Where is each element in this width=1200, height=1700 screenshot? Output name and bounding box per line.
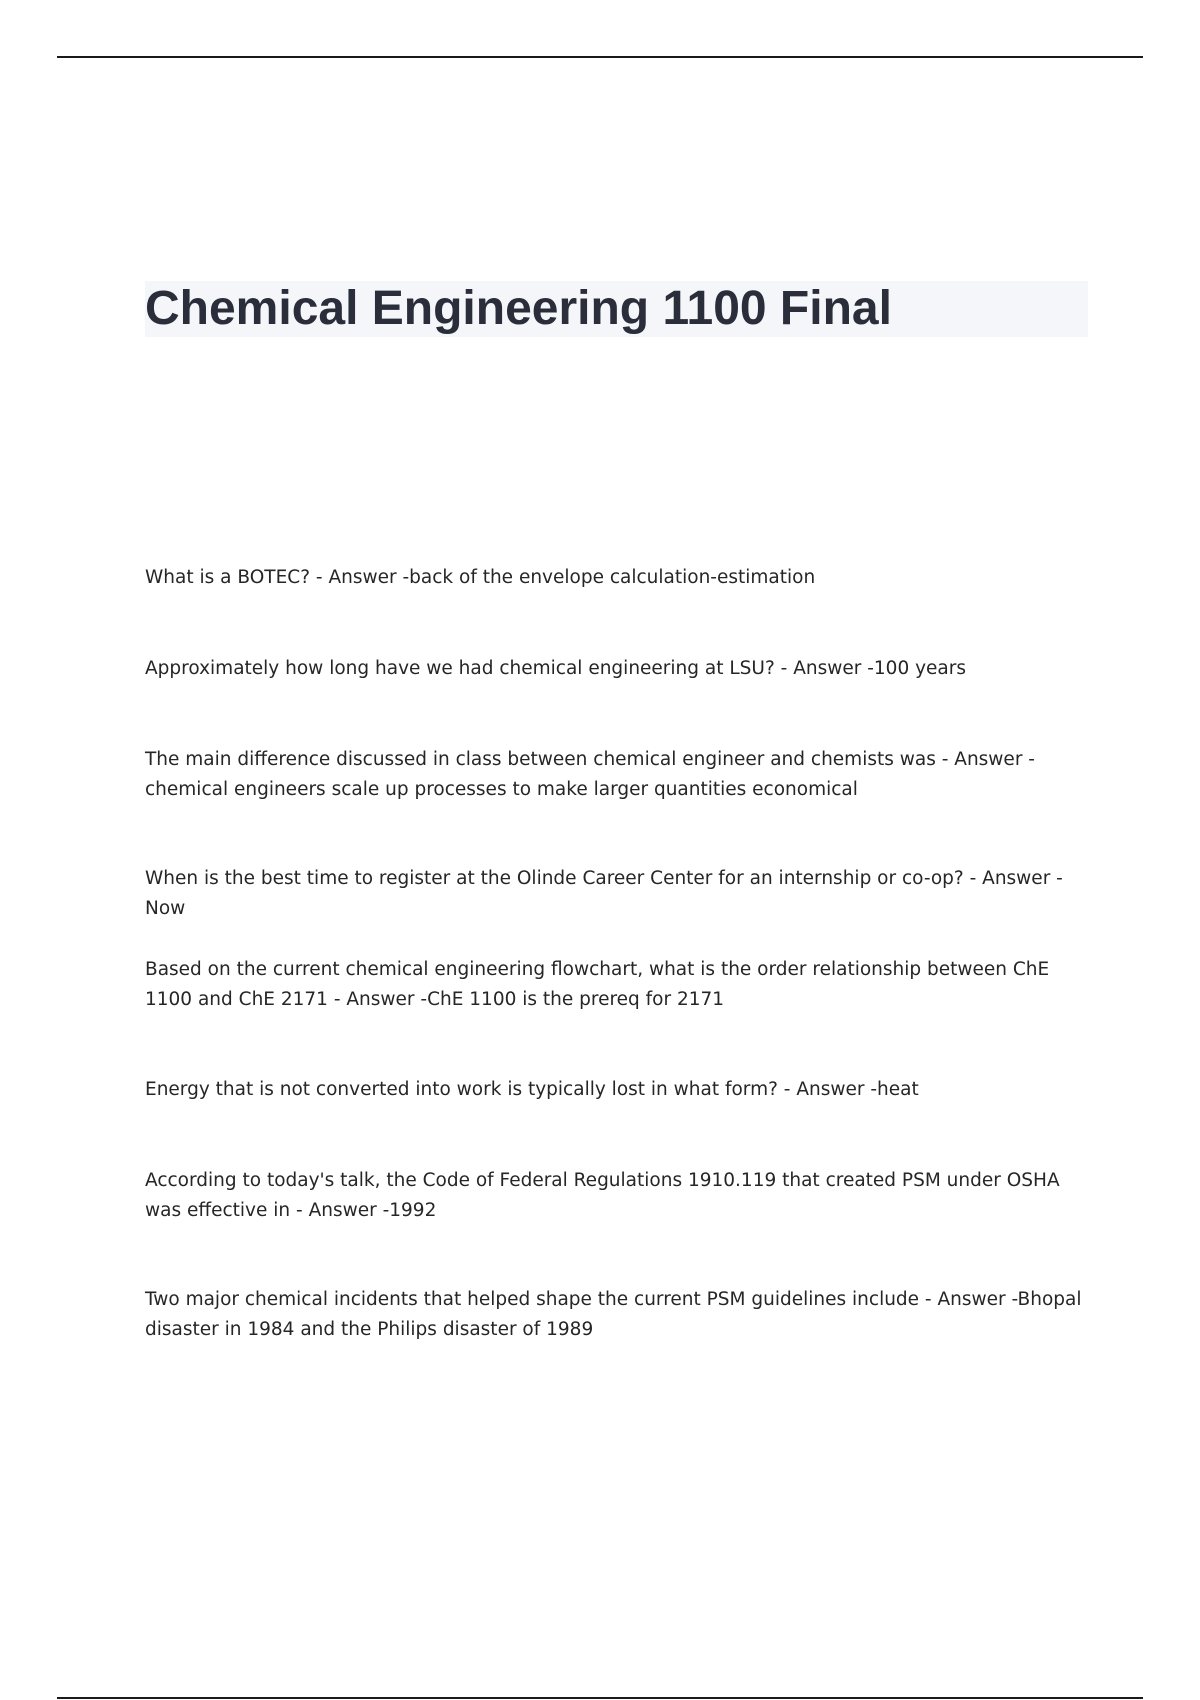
qa-item-8: Two major chemical incidents that helped shape the current PSM guidelines include - Answer -Bhopal disaster in 1984 and the Philips disaster of 1989 bbox=[145, 1289, 1082, 1340]
qa-item-4: When is the best time to register at the Olinde Career Center for an internship or co-op? - Answer -Now bbox=[145, 868, 1063, 919]
top-rule bbox=[57, 56, 1143, 58]
qa-item-7: According to today's talk, the Code of Federal Regulations 1910.119 that created PSM under OSHA was effective in - Answer -1992 bbox=[145, 1170, 1060, 1221]
qa-item-6: Energy that is not converted into work is typically lost in what form? - Answer -heat bbox=[145, 1079, 919, 1100]
qa-item-3: The main difference discussed in class between chemical engineer and chemists was - Answer -chemical engineers scale up processes to make larger quantities economical bbox=[145, 749, 1035, 800]
qa-item-5: Based on the current chemical engineering flowchart, what is the order relationship between ChE 1100 and ChE 2171 - Answer -ChE 1100 is the prereq for 2171 bbox=[145, 959, 1050, 1010]
qa-item-1: What is a BOTEC? - Answer -back of the envelope calculation-estimation bbox=[145, 567, 816, 588]
document-title: Chemical Engineering 1100 Final bbox=[145, 282, 892, 335]
bottom-rule bbox=[57, 1697, 1143, 1699]
qa-item-2: Approximately how long have we had chemical engineering at LSU? - Answer -100 years bbox=[145, 658, 967, 679]
